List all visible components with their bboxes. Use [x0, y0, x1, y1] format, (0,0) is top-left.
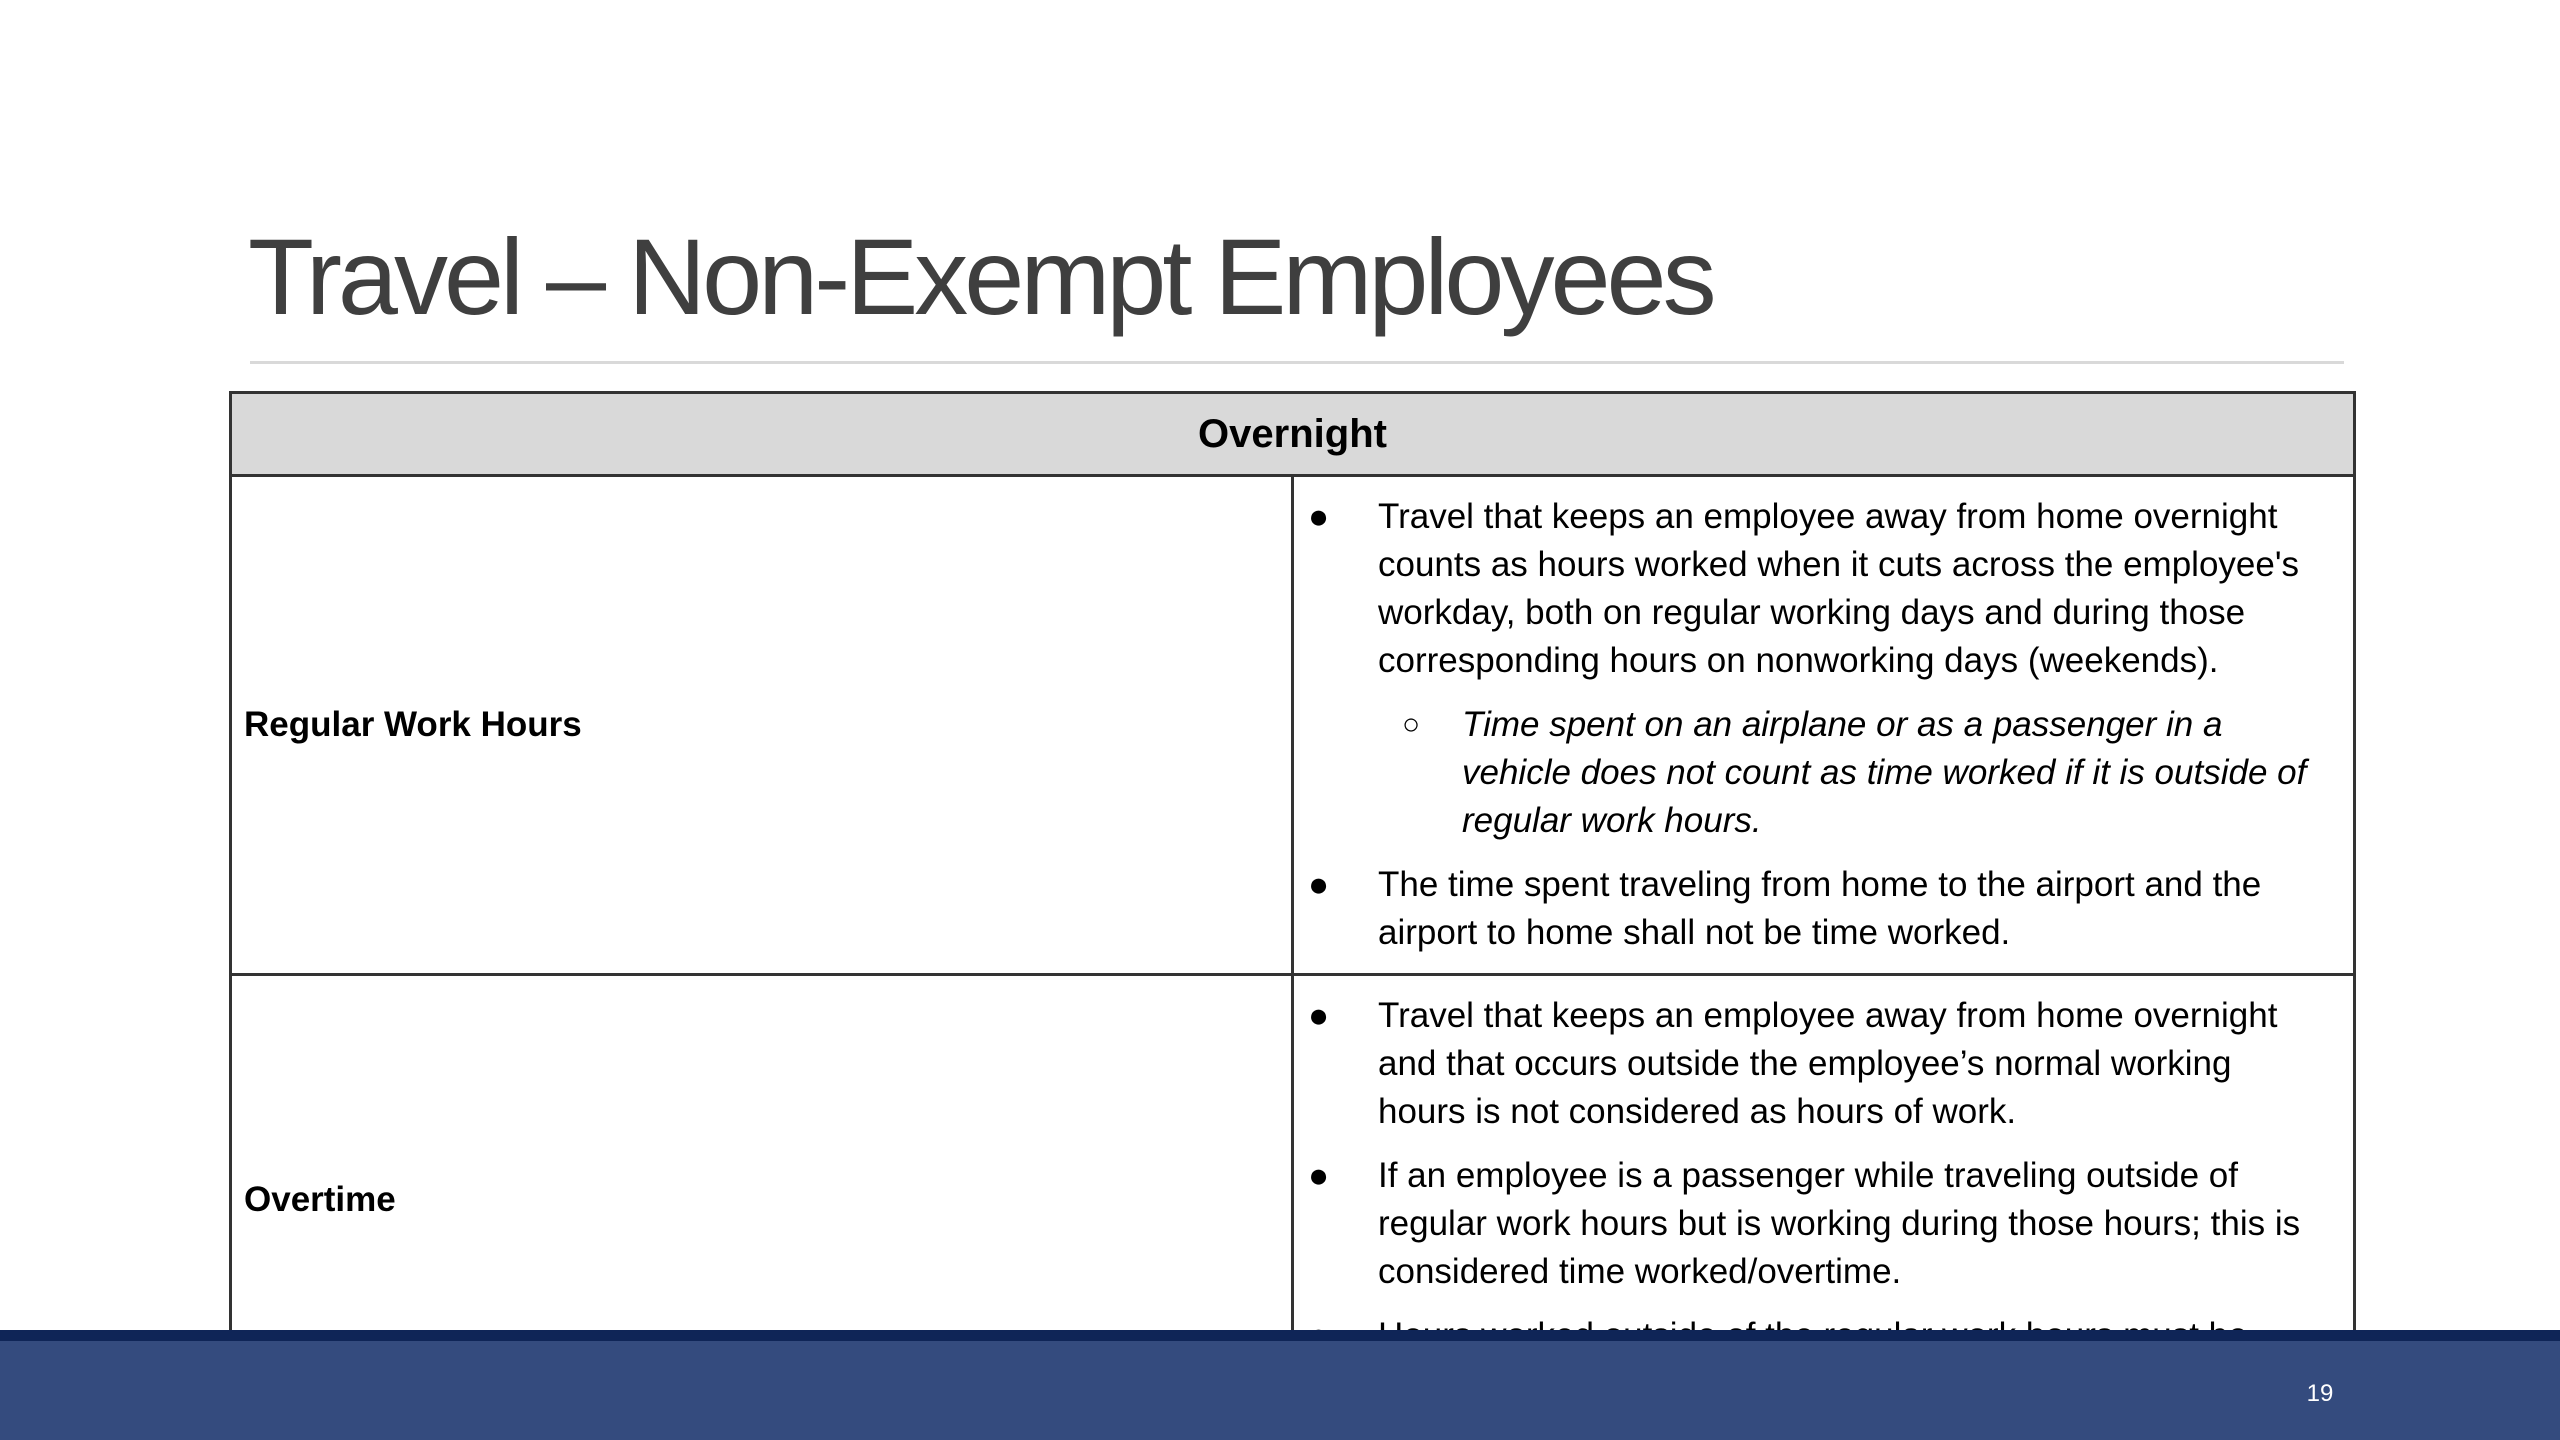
row-label-regular-work-hours: Regular Work Hours: [231, 476, 1293, 975]
slide-title: Travel – Non-Exempt Employees: [248, 216, 1713, 337]
sub-bullet-list: [1378, 701, 2313, 845]
bullet-icon: ●: [1308, 996, 1330, 1035]
bullet-list: [1294, 493, 2353, 957]
row-label-overtime: Overtime: [231, 975, 1293, 1426]
list-item: [1294, 493, 2313, 845]
bullet-icon: ●: [1308, 497, 1330, 536]
page-number: 19: [2306, 1380, 2334, 1407]
sub-list-item-text: Time spent on an airplane or as a passenger in a vehicle does not count as time worked if it is outside of regular work hours.: [1462, 705, 2307, 840]
bullet-icon: ●: [1308, 865, 1330, 904]
policy-table: [229, 391, 2356, 1427]
list-item-text: Travel that keeps an employee away from home overnight counts as hours worked when it cuts across the employee's workday, both on regular working days and during those corresponding hours on nonworking days (weekends).: [1378, 497, 2300, 680]
row-content-regular-work-hours: [1293, 476, 2355, 975]
list-item: [1294, 1152, 2313, 1296]
list-item-text: If an employee is a passenger while traveling outside of regular work hours but is working during those hours; this is considered time worked/overtime.: [1378, 1156, 2301, 1291]
list-item: [1294, 992, 2313, 1136]
circle-bullet-icon: ○: [1402, 708, 1421, 741]
sub-list-item: [1378, 701, 2313, 845]
list-item-text: Travel that keeps an employee away from home overnight and that occurs outside the employee’s normal working hours is not considered as hours of work.: [1378, 996, 2278, 1131]
bullet-icon: ●: [1308, 1156, 1330, 1195]
table-header: Overnight: [231, 393, 2355, 476]
list-item: [1294, 861, 2313, 957]
footer-bar: [0, 1341, 2560, 1440]
footer-accent-line: [0, 1330, 2560, 1341]
title-divider: [250, 361, 2344, 364]
list-item-text: The time spent traveling from home to the airport and the airport to home shall not be time worked.: [1378, 865, 2262, 952]
table-row: [231, 476, 2355, 975]
